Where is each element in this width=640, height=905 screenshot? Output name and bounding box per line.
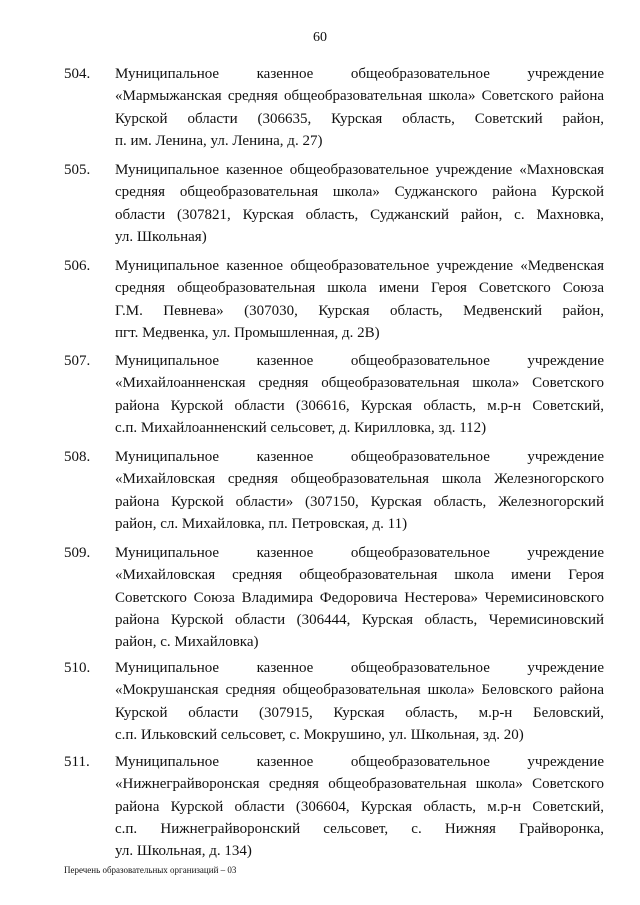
entry-text [115, 350, 604, 439]
entry-line: «Нижнеграйворонская средняя общеобразовательная школа» Советского [115, 776, 604, 793]
entry-text [115, 542, 604, 653]
entry-line: с.п. Михайлоанненский сельсовет, д. Кирилловка, зд. 112) [115, 419, 487, 436]
entry-line: «Михайловская средняя общеобразовательная школа имени Героя [115, 567, 604, 584]
entry-line: Советского Союза Владимира Федоровича Нестерова» Черемисиновского [115, 589, 604, 606]
entry-line: Г.М. Певнева» (307030, Курская область, Медвенский район, [115, 302, 604, 319]
entry-line: Муниципальное казенное общеобразовательное учреждение [115, 66, 604, 82]
entry-line: Курской области (307915, Курская область, м.р-н Беловский, [115, 704, 604, 721]
entry-line: Муниципальное казенное общеобразовательное учреждение [115, 545, 604, 561]
entry-line: Муниципальное казенное общеобразовательное учреждение [115, 754, 604, 770]
entry-number: 505. [64, 162, 91, 178]
entry-line: с.п. Нижнеграйворонский сельсовет, с. Нижняя Грайворонка, [115, 820, 604, 837]
entry-number: 511. [64, 754, 90, 770]
entry-number: 507. [64, 353, 91, 369]
entry-line: Курской области (306635, Курская область, Советский район, [115, 110, 604, 127]
entry-line: района Курской области (306604, Курская область, м.р-н Советский, [115, 798, 604, 815]
entry-line: п. им. Ленина, ул. Ленина, д. 27) [115, 132, 323, 149]
page-footer: Перечень образовательных организаций – 03 [64, 865, 237, 875]
entry-line: средняя общеобразовательная школа имени Героя Советского Союза [115, 280, 604, 297]
entry-line: района Курской области (306616, Курская область, м.р-н Советский, [115, 397, 604, 414]
entry-text [115, 446, 604, 535]
entry-text [115, 63, 604, 152]
entry-line: пгт. Медвенка, ул. Промышленная, д. 2В) [115, 324, 380, 341]
entry-text [115, 255, 604, 344]
entry-text [115, 159, 604, 248]
entry-text [115, 751, 604, 862]
entry-line: области (307821, Курская область, Суджанский район, с. Махновка, [115, 206, 604, 223]
entry-line: район, с. Михайловка) [115, 634, 259, 651]
entry-line: ул. Школьная) [115, 228, 207, 245]
entry-line: «Михайловская средняя общеобразовательная школа Железногорского [115, 471, 604, 488]
entry-number: 504. [64, 66, 91, 82]
entry-line: «Мармыжанская средняя общеобразовательная школа» Советского района [115, 88, 604, 105]
entry-number: 510. [64, 660, 91, 676]
entry-line: Муниципальное казенное общеобразовательное учреждение «Махновская [115, 162, 604, 178]
entry-line: Муниципальное казенное общеобразовательное учреждение [115, 660, 604, 676]
entry-line: Муниципальное казенное общеобразовательное учреждение «Медвенская [115, 258, 604, 274]
entry-line: «Михайлоанненская средняя общеобразовательная школа» Советского [115, 375, 604, 392]
entry-line: района Курской области» (307150, Курская область, Железногорский [115, 493, 604, 510]
entry-number: 506. [64, 258, 91, 274]
entry-number: 508. [64, 449, 91, 465]
entry-text [115, 657, 604, 746]
entry-line: район, сл. Михайловка, пл. Петровская, д. 11) [115, 515, 408, 532]
entry-line: Муниципальное казенное общеобразовательное учреждение [115, 449, 604, 465]
entry-line: средняя общеобразовательная школа» Суджанского района Курской [115, 184, 604, 201]
entry-line: района Курской области (306444, Курская область, Черемисиновский [115, 611, 604, 628]
entry-line: «Мокрушанская средняя общеобразовательная школа» Беловского района [115, 682, 604, 699]
entry-line: с.п. Ильковский сельсовет, с. Мокрушино, ул. Школьная, зд. 20) [115, 726, 524, 743]
page-number: 60 [313, 30, 327, 45]
entry-line: Муниципальное казенное общеобразовательное учреждение [115, 353, 604, 369]
entry-number: 509. [64, 545, 91, 561]
entry-line: ул. Школьная, д. 134) [115, 843, 252, 860]
